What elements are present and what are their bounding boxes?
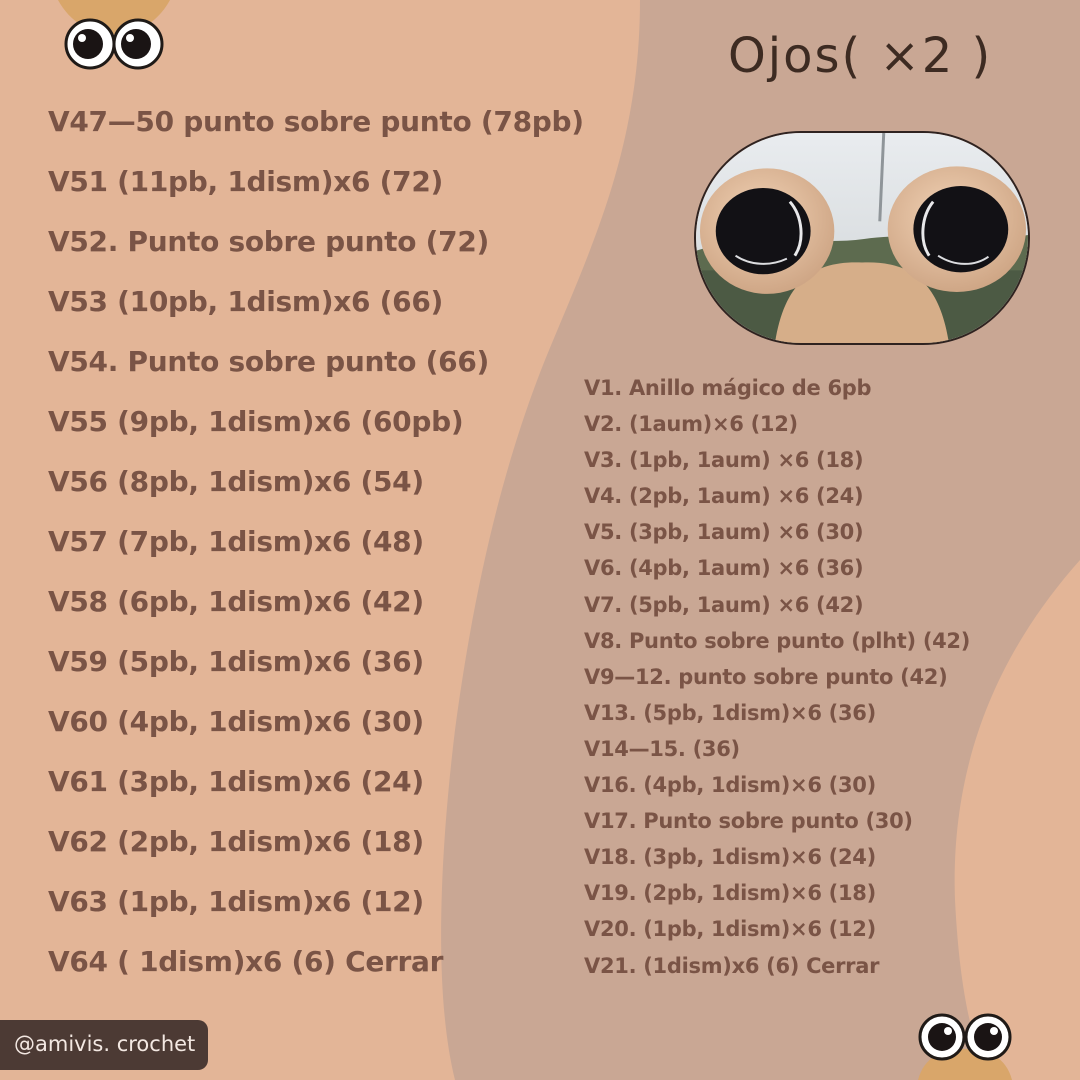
left-rounds-list bbox=[48, 98, 584, 998]
list-item: V59 (5pb, 1dism)x6 (36) bbox=[48, 645, 424, 678]
list-item: V62 (2pb, 1dism)x6 (18) bbox=[48, 825, 424, 858]
list-item: V19. (2pb, 1dism)×6 (18) bbox=[584, 881, 876, 906]
list-item: V13. (5pb, 1dism)×6 (36) bbox=[584, 700, 876, 725]
list-item: V18. (3pb, 1dism)×6 (24) bbox=[584, 845, 876, 870]
list-item: V52. Punto sobre punto (72) bbox=[48, 225, 490, 258]
list-item: V17. Punto sobre punto (30) bbox=[584, 809, 913, 834]
mascot-eyes-icon bbox=[58, 0, 170, 76]
list-item: V3. (1pb, 1aum) ×6 (18) bbox=[584, 448, 864, 473]
list-item: V58 (6pb, 1dism)x6 (42) bbox=[48, 585, 424, 618]
list-item: V53 (10pb, 1dism)x6 (66) bbox=[48, 285, 444, 318]
list-item: V54. Punto sobre punto (66) bbox=[48, 345, 490, 378]
list-item: V21. (1dism)x6 (6) Cerrar bbox=[584, 953, 880, 978]
list-item: V9—12. punto sobre punto (42) bbox=[584, 664, 948, 689]
list-item: V6. (4pb, 1aum) ×6 (36) bbox=[584, 556, 864, 581]
eyes-photo bbox=[694, 131, 1030, 345]
list-item: V63 (1pb, 1dism)x6 (12) bbox=[48, 885, 424, 918]
list-item: V14—15. (36) bbox=[584, 736, 740, 761]
list-item: V7. (5pb, 1aum) ×6 (42) bbox=[584, 592, 864, 617]
list-item: V55 (9pb, 1dism)x6 (60pb) bbox=[48, 405, 464, 438]
list-item: V8. Punto sobre punto (plht) (42) bbox=[584, 628, 971, 653]
list-item: V16. (4pb, 1dism)×6 (30) bbox=[584, 773, 876, 798]
list-item: V51 (11pb, 1dism)x6 (72) bbox=[48, 165, 444, 198]
list-item: V61 (3pb, 1dism)x6 (24) bbox=[48, 765, 424, 798]
list-item: V56 (8pb, 1dism)x6 (54) bbox=[48, 465, 424, 498]
list-item: V57 (7pb, 1dism)x6 (48) bbox=[48, 525, 424, 558]
author-handle: @amivis. crochet bbox=[0, 1020, 208, 1070]
list-item: V47—50 punto sobre punto (78pb) bbox=[48, 105, 584, 138]
list-item: V1. Anillo mágico de 6pb bbox=[584, 376, 872, 400]
list-item: V60 (4pb, 1dism)x6 (30) bbox=[48, 705, 424, 738]
list-item: V64 ( 1dism)x6 (6) Cerrar bbox=[48, 945, 444, 978]
section-title: Ojos( ×2 ) bbox=[728, 28, 993, 84]
list-item: V4. (2pb, 1aum) ×6 (24) bbox=[584, 484, 864, 509]
list-item: V5. (3pb, 1aum) ×6 (30) bbox=[584, 520, 864, 545]
eye-rounds-list bbox=[584, 370, 970, 984]
list-item: V2. (1aum)×6 (12) bbox=[584, 412, 798, 437]
list-item: V20. (1pb, 1dism)×6 (12) bbox=[584, 917, 876, 942]
mascot-eyes-icon bbox=[910, 1005, 1020, 1080]
